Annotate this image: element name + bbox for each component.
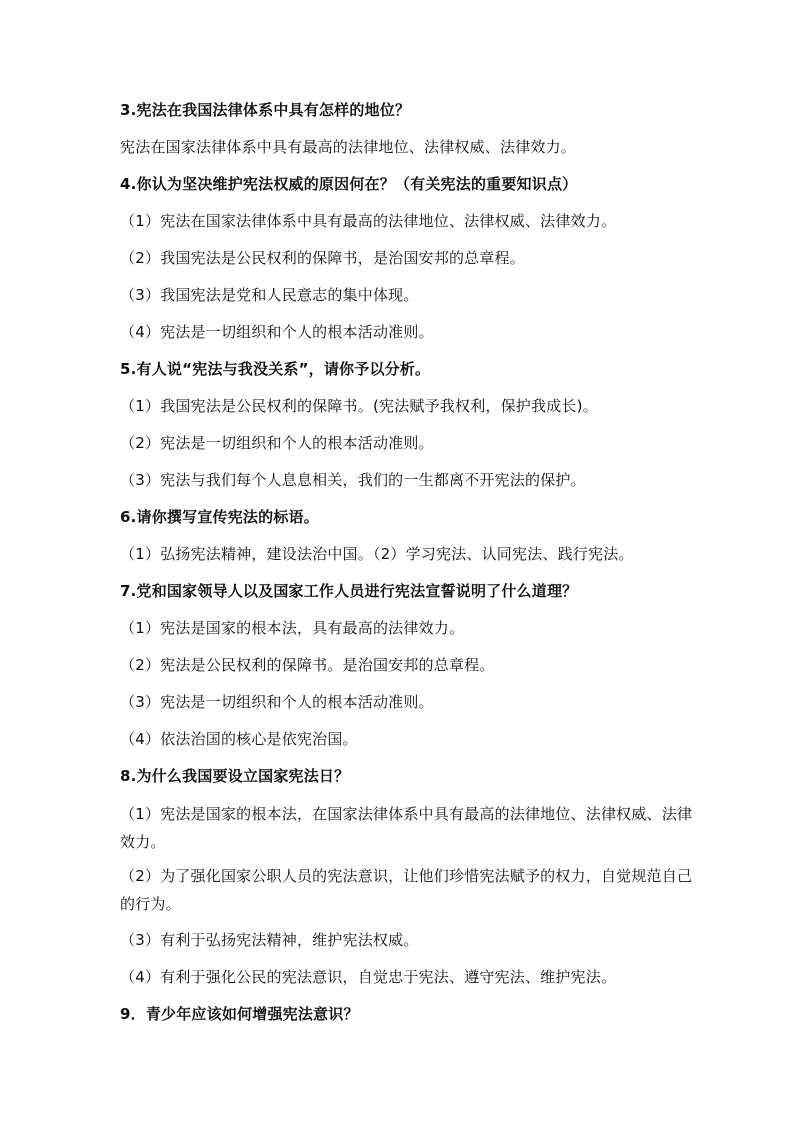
question-4: 4.你认为坚决维护宪法权威的原因何在？（有关宪法的重要知识点） xyxy=(120,175,578,193)
answer-7-2: （2）宪法是公民权利的保障书。是治国安邦的总章程。 xyxy=(120,656,495,674)
answer-7-1: （1）宪法是国家的根本法，具有最高的法律效力。 xyxy=(120,619,465,637)
answer-4-3: （3）我国宪法是党和人民意志的集中体现。 xyxy=(120,286,419,304)
question-5: 5.有人说“宪法与我没关系”，请你予以分析。 xyxy=(120,360,431,378)
question-9: 9．青少年应该如何增强宪法意识？ xyxy=(120,1005,359,1023)
answer-5-3: （3）宪法与我们每个人息息相关，我们的一生都离不开宪法的保护。 xyxy=(120,471,586,489)
answer-5-2: （2）宪法是一切组织和个人的根本活动准则。 xyxy=(120,434,434,452)
answer-4-2: （2）我国宪法是公民权利的保障书，是治国安邦的总章程。 xyxy=(120,249,525,267)
question-8: 8.为什么我国要设立国家宪法日？ xyxy=(120,767,350,785)
answer-5-1: （1）我国宪法是公民权利的保障书。(宪法赋予我权利，保护我成长)。 xyxy=(120,397,598,415)
answer-8-4: （4）有利于强化公民的宪法意识，自觉忠于宪法、遵守宪法、维护宪法。 xyxy=(120,968,617,986)
question-3: 3.宪法在我国法律体系中具有怎样的地位？ xyxy=(120,101,411,119)
question-6: 6.请你撰写宣传宪法的标语。 xyxy=(120,508,319,526)
answer-8-2: （2）为了强化国家公职人员的宪法意识，让他们珍惜宪法赋予的权力，自觉规范自己的行为。 xyxy=(120,867,693,913)
answer-3: 宪法在国家法律体系中具有最高的法律地位、法律权威、法律效力。 xyxy=(120,138,577,156)
answer-7-3: （3）宪法是一切组织和个人的根本活动准则。 xyxy=(120,693,434,711)
answer-8-3: （3）有利于弘扬宪法精神，维护宪法权威。 xyxy=(120,931,419,949)
question-7: 7.党和国家领导人以及国家工作人员进行宪法宣誓说明了什么道理？ xyxy=(120,582,578,600)
answer-8-1: （1）宪法是国家的根本法，在国家法律体系中具有最高的法律地位、法律权威、法律效力。 xyxy=(120,805,693,851)
answer-4-1: （1）宪法在国家法律体系中具有最高的法律地位、法律权威、法律效力。 xyxy=(120,212,617,230)
answer-4-4: （4）宪法是一切组织和个人的根本活动准则。 xyxy=(120,323,434,341)
answer-6: （1）弘扬宪法精神，建设法治中国。（2）学习宪法、认同宪法、践行宪法。 xyxy=(120,545,634,563)
answer-7-4: （4）依法治国的核心是依宪治国。 xyxy=(120,730,358,748)
